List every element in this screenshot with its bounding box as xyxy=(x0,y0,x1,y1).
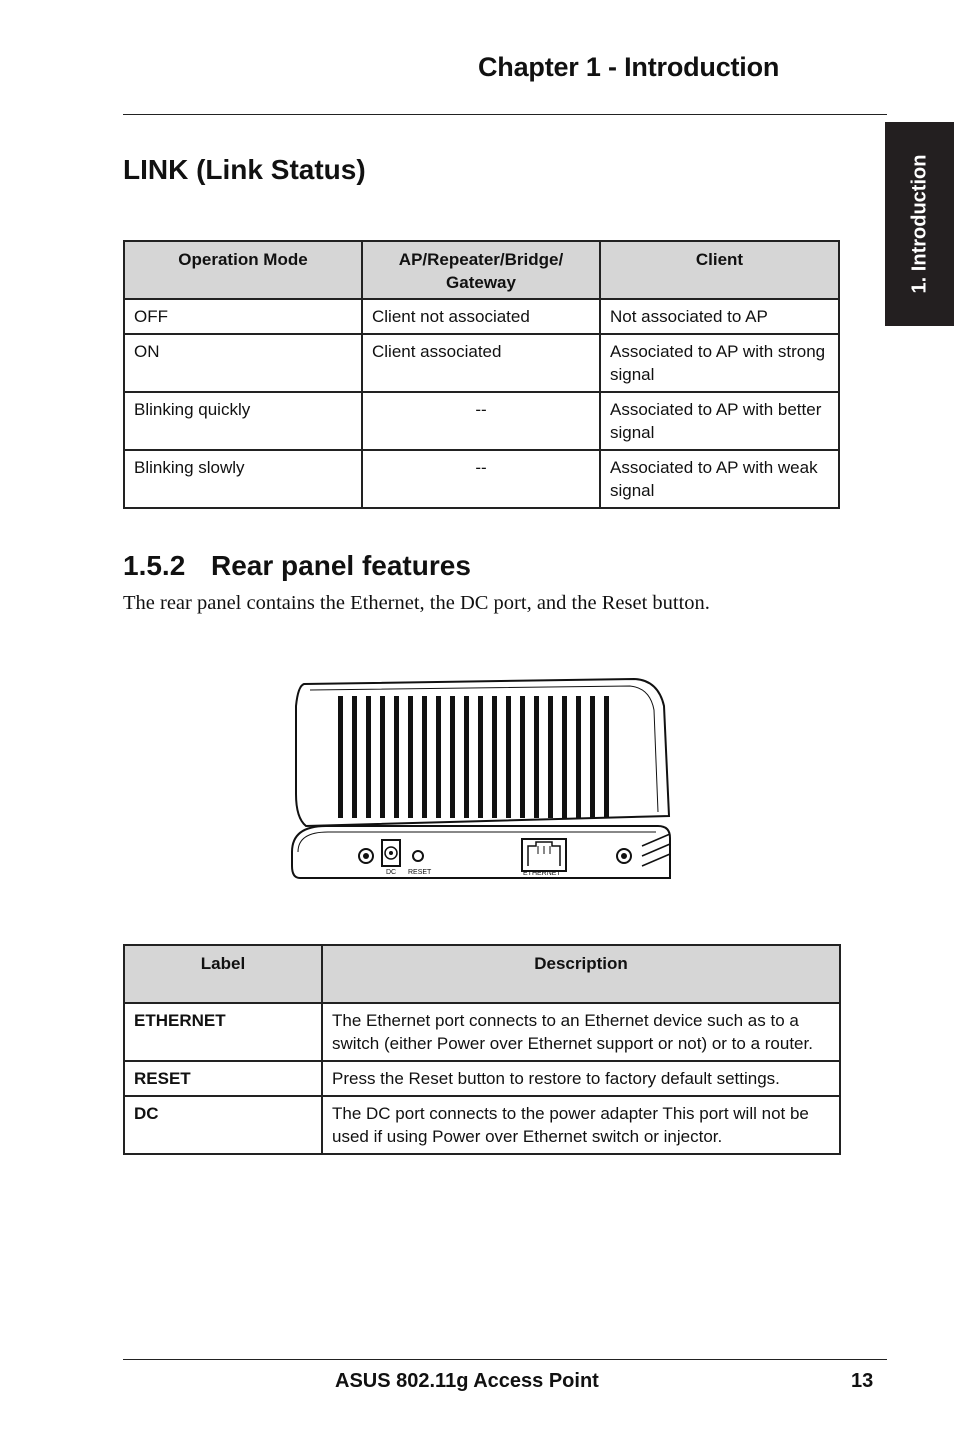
table-cell: Associated to AP with better signal xyxy=(600,392,839,450)
chapter-title: Chapter 1 - Introduction xyxy=(478,52,780,82)
table-cell: RESET xyxy=(124,1061,322,1096)
column-header-ap-mode: AP/Repeater/Bridge/ Gateway xyxy=(362,241,600,299)
table-cell: Not associated to AP xyxy=(600,299,839,334)
table-cell: ETHERNET xyxy=(124,1003,322,1061)
table-cell: Client associated xyxy=(362,334,600,392)
table-cell: -- xyxy=(362,450,600,508)
link-status-table xyxy=(123,240,840,509)
table-row xyxy=(124,1003,840,1061)
footer-divider xyxy=(123,1359,887,1360)
ethernet-label: ETHERNET xyxy=(523,870,561,877)
table-cell: Associated to AP with strong signal xyxy=(600,334,839,392)
section-number: 1.5.2 xyxy=(123,550,186,581)
ethernet-port-icon xyxy=(522,839,566,871)
table-cell: DC xyxy=(124,1096,322,1154)
table-row xyxy=(124,1096,840,1154)
table-cell: OFF xyxy=(124,299,362,334)
column-header-client: Client xyxy=(600,241,839,299)
table-header-row xyxy=(124,241,839,299)
chapter-side-tab xyxy=(885,122,954,326)
table-cell: The DC port connects to the power adapter This port will not be used if using Power over Ethernet switch or injector. xyxy=(322,1096,840,1154)
section-title: Rear panel features xyxy=(211,550,471,581)
table-header-row xyxy=(124,945,840,1003)
dc-label: DC xyxy=(386,869,397,876)
footer-title: ASUS 802.11g Access Point xyxy=(335,1370,599,1392)
table-cell: ON xyxy=(124,334,362,392)
table-cell: Client not associated xyxy=(362,299,600,334)
table-cell: Blinking slowly xyxy=(124,450,362,508)
column-header-operation-mode: Operation Mode xyxy=(124,241,362,299)
table-row xyxy=(124,1061,840,1096)
table-row xyxy=(124,392,839,450)
table-row xyxy=(124,450,839,508)
table-row xyxy=(124,299,839,334)
reset-label: RESET xyxy=(408,869,432,876)
rear-panel-table xyxy=(123,944,841,1155)
link-status-heading: LINK (Link Status) xyxy=(123,154,366,185)
column-header-label: Label xyxy=(124,945,322,1003)
side-tab-label: 1. Introduction xyxy=(908,154,930,294)
rear-panel-heading xyxy=(123,550,471,582)
table-row xyxy=(124,334,839,392)
table-cell: -- xyxy=(362,392,600,450)
page-number: 13 xyxy=(851,1370,874,1392)
header-divider xyxy=(123,114,887,115)
reset-button-icon xyxy=(413,851,423,861)
table-cell: Associated to AP with weak signal xyxy=(600,450,839,508)
column-header-description: Description xyxy=(322,945,840,1003)
rear-panel-illustration xyxy=(286,676,674,884)
table-cell: Press the Reset button to restore to factory default settings. xyxy=(322,1061,840,1096)
table-cell: The Ethernet port connects to an Ethernet device such as to a switch (either Power over Ethernet support or not) or to a router. xyxy=(322,1003,840,1061)
rear-panel-intro: The rear panel contains the Ethernet, the DC port, and the Reset button. xyxy=(123,592,710,614)
table-cell: Blinking quickly xyxy=(124,392,362,450)
